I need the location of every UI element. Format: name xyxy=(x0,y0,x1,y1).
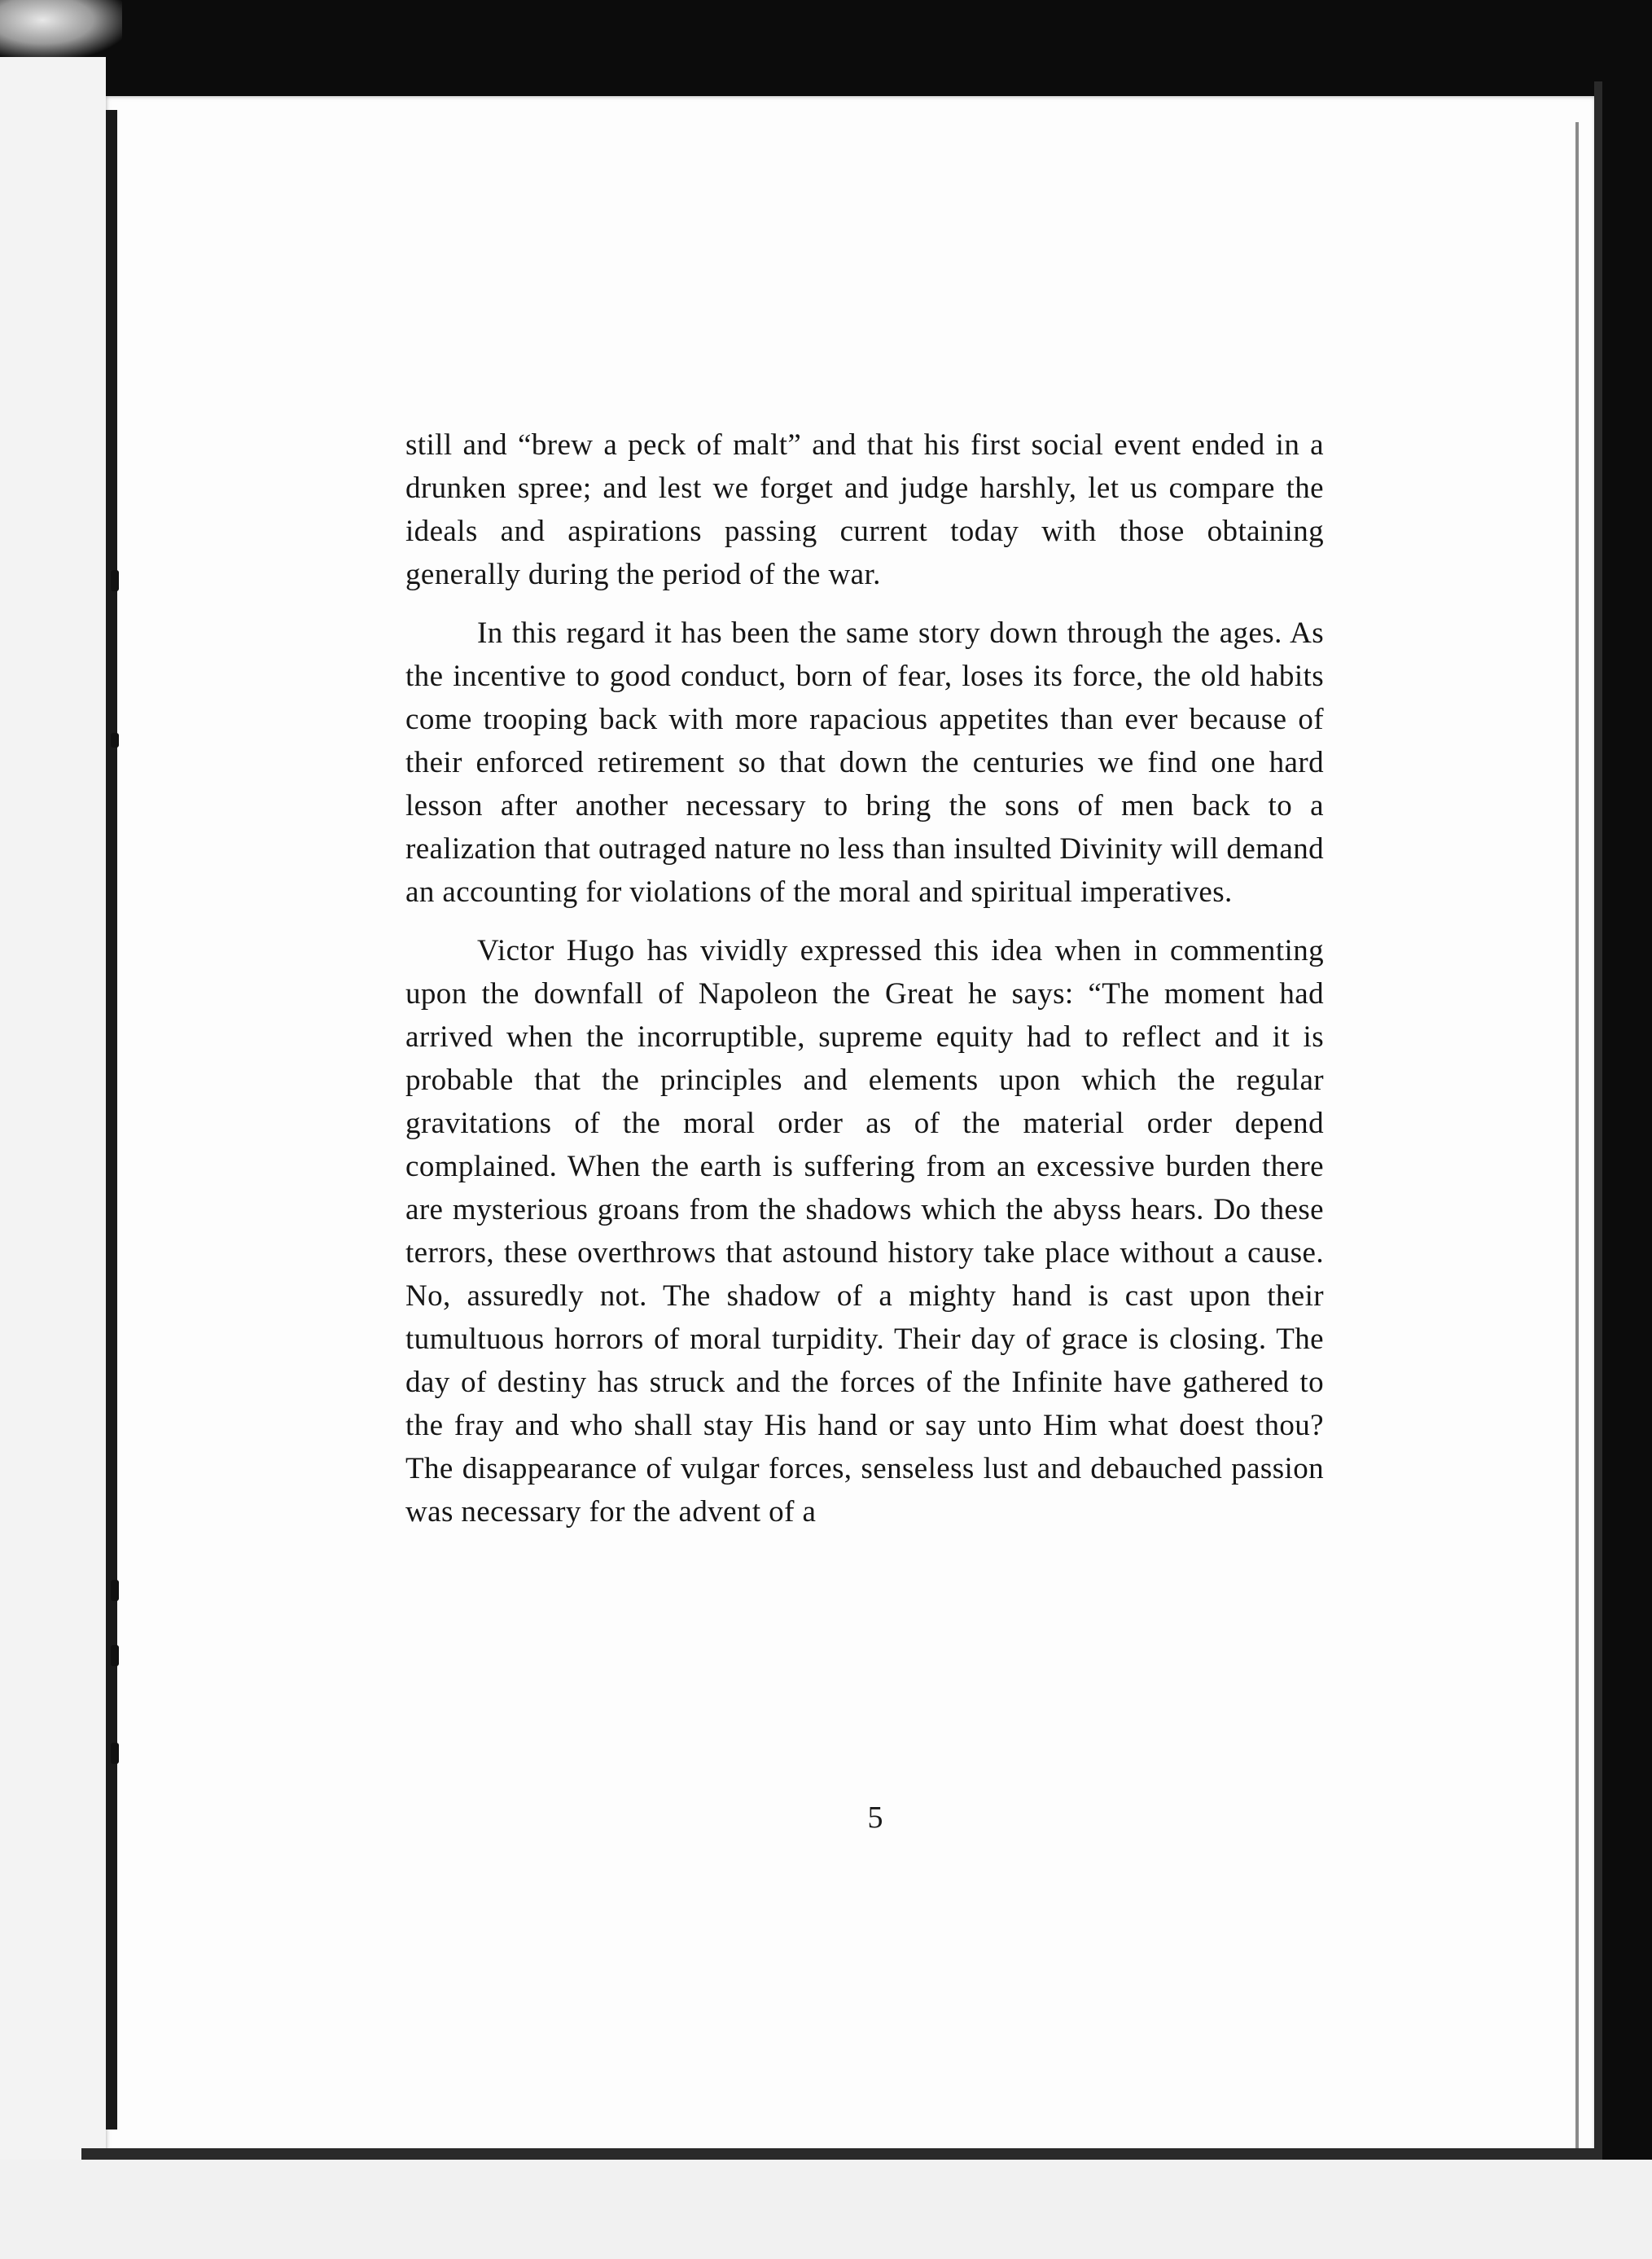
page-right-edge xyxy=(1594,81,1602,2166)
binding-mark xyxy=(111,570,119,591)
paragraph-3: Victor Hugo has vividly expressed this idea when in commenting upon the downfall of Napoleon the Great he says: “The moment had arrived when the incorruptible, supreme equity had to reflect and it is probable that the principles and elements upon which the regular gravitations of the moral order as of the material order depend complained. When the earth is suffering from an excessive burden there are mysterious groans from the shadows which the abyss hears. Do these terrors, these overthrows that astound history take place without a cause. No, assuredly not. The shadow of a mighty hand is cast upon their tumultuous horrors of moral turpidity. Their day of grace is closing. The day of destiny has struck and the forces of the Infinite have gathered to the fray and who shall stay His hand or say unto Him what doest thou? The disappearance of vulgar forces, senseless lust and debauched passion was necessary for the advent of a xyxy=(405,934,1324,1529)
page-bottom-edge xyxy=(81,2148,1596,2160)
page-number: 5 xyxy=(867,1801,883,1835)
scan-smudge xyxy=(0,0,122,57)
page-right-edge-shadow xyxy=(1575,122,1579,2158)
binding-mark xyxy=(111,1743,119,1764)
binding-mark xyxy=(111,1645,119,1666)
paragraph-2: In this regard it has been the same story down through the ages. As the incentive to good conduct, born of fear, loses its force, the old habits come trooping back with more rapacious appetites than ever because of their enforced retirement so that down the centuries we find one hard lesson after another necessary to bring the sons of men back to a realization that outraged nature no less than insulted Divinity will demand an accounting for violations of the moral and spiritual imperatives. xyxy=(405,616,1324,909)
bottom-margin xyxy=(0,2160,1652,2259)
binding-margin xyxy=(0,57,106,2174)
paragraph-1: still and “brew a peck of malt” and that his first social event ended in a drunken spree; and lest we forget and judge harshly, let us compare the ideals and aspirations passing current today with those obtaining generally during the period of the war. xyxy=(405,428,1324,591)
binding-edge xyxy=(106,110,117,2130)
binding-mark xyxy=(111,1580,119,1601)
binding-mark xyxy=(111,733,119,748)
body-text xyxy=(405,423,1324,1533)
